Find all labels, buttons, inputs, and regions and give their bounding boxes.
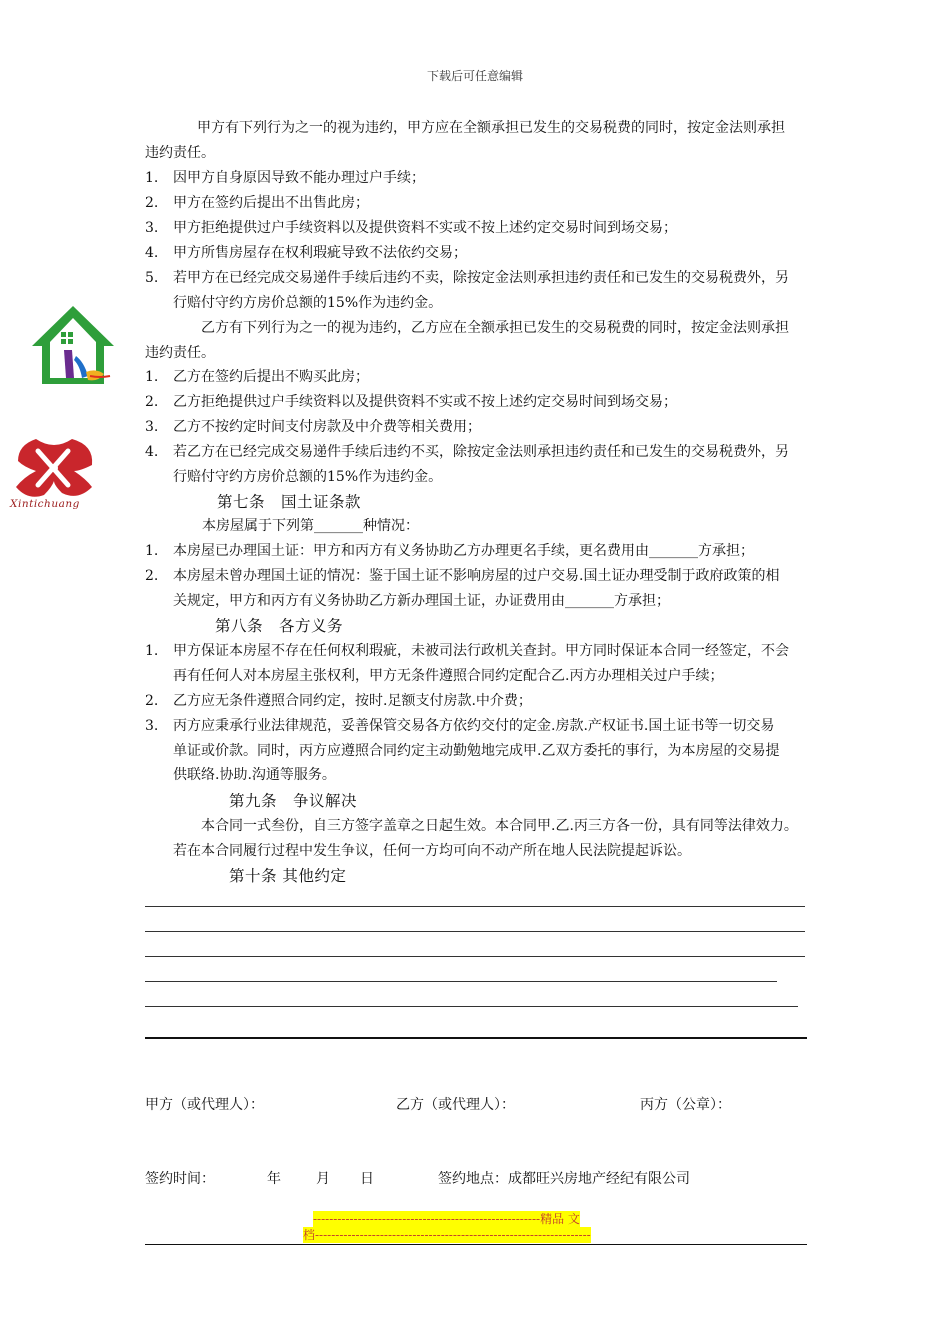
page-header: 下载后可任意编辑 (426, 69, 523, 83)
list-item-number: 3. (145, 220, 159, 236)
list-item-number: 3. (145, 718, 159, 734)
list-item-number: 1. (145, 643, 159, 659)
blank-line (145, 1006, 798, 1007)
list-item: 若甲方在已经完成交易递件手续后违约不卖，除按定金法则承担违约责任和已发生的交易税费外，另 (173, 270, 789, 286)
list-item: 乙方在签约后提出不购买此房； (173, 369, 369, 385)
list-item-number: 1. (145, 543, 159, 559)
list-item-number: 2. (145, 394, 159, 410)
list-item: 甲方拒绝提供过户手续资料以及提供资料不实或不按上述约定交易时间到场交易； (173, 220, 677, 236)
blank-line (145, 906, 805, 907)
list-item-cont: 行赔付守约方房价总额的15%作为违约金。 (173, 295, 443, 311)
sign-month-label: 月 (316, 1171, 330, 1187)
list-item: 乙方应无条件遵照合同约定，按时.足额支付房款.中介费； (173, 693, 532, 709)
article-9-line2: 若在本合同履行过程中发生争议，任何一方均可向不动产所在地人民法院提起诉讼。 (173, 843, 691, 859)
list-item-number: 5. (145, 270, 159, 286)
article-10-heading: 第十条 其他约定 (229, 867, 347, 885)
sign-year-label: 年 (267, 1171, 281, 1187)
section-divider (145, 1037, 807, 1039)
footer-note-line1: --------------------------------------------------------精品 文 (313, 1212, 580, 1226)
party-a-breach-intro-cont: 违约责任。 (145, 145, 215, 161)
blank-line (145, 956, 805, 957)
list-item-number: 1. (145, 170, 159, 186)
party-b-signature-label: 乙方（或代理人）： (396, 1097, 515, 1113)
list-item: 甲方保证本房屋不存在任何权利瑕疵，未被司法行政机关查封。甲方同时保证本合同一经签定，不会 (173, 643, 789, 659)
sign-day-label: 日 (360, 1171, 374, 1187)
article-8-heading: 第八条 各方义务 (215, 617, 344, 635)
list-item: 乙方拒绝提供过户手续资料以及提供资料不实或不按上述约定交易时间到场交易； (173, 394, 677, 410)
article-7-intro: 本房屋属于下列第_______种情况： (202, 518, 419, 534)
footer-rule (145, 1244, 807, 1245)
party-b-breach-intro-cont: 违约责任。 (145, 345, 215, 361)
sign-place-label: 签约地点：成都旺兴房地产经纪有限公司 (438, 1171, 690, 1187)
list-item-number: 4. (145, 444, 159, 460)
article-9-heading: 第九条 争议解决 (229, 792, 358, 810)
list-item: 丙方应秉承行业法律规范，妥善保管交易各方依约交付的定金.房款.产权证书.国土证书等一切交易 (173, 718, 775, 734)
list-item-number: 1. (145, 369, 159, 385)
house-logo-icon (28, 302, 118, 390)
sign-date-label: 签约时间： (145, 1171, 215, 1187)
list-item-number: 4. (145, 245, 159, 261)
article-7-heading: 第七条 国土证条款 (217, 493, 362, 511)
list-item: 本房屋未曾办理国土证的情况：鉴于国土证不影响房屋的过户交易.国土证办理受制于政府政策的相 (173, 568, 780, 584)
list-item: 乙方不按约定时间支付房款及中介费等相关费用； (173, 419, 481, 435)
party-a-signature-label: 甲方（或代理人）： (145, 1097, 264, 1113)
list-item: 本房屋已办理国土证：甲方和丙方有义务协助乙方办理更名手续，更名费用由_______方承担； (173, 543, 754, 559)
footer-note-line2: 档-------------------------------------------------------------------- (303, 1228, 591, 1242)
party-a-breach-intro: 甲方有下列行为之一的视为违约，甲方应在全额承担已发生的交易税费的同时，按定金法则承担 (197, 120, 785, 136)
party-c-signature-label: 丙方（公章）： (640, 1097, 731, 1113)
list-item-cont: 单证或价款。同时，丙方应遵照合同约定主动勤勉地完成甲.乙双方委托的事行，为本房屋的交易提 (173, 743, 780, 759)
list-item: 甲方在签约后提出不出售此房； (173, 195, 369, 211)
list-item: 若乙方在已经完成交易递件手续后违约不买，除按定金法则承担违约责任和已发生的交易税费外，另 (173, 444, 789, 460)
party-b-breach-intro: 乙方有下列行为之一的视为违约，乙方应在全额承担已发生的交易税费的同时，按定金法则承担 (201, 320, 789, 336)
list-item-cont: 关规定，甲方和丙方有义务协助乙方新办理国土证，办证费用由_______方承担； (173, 593, 670, 609)
list-item: 甲方所售房屋存在权利瑕疵导致不法依约交易； (173, 245, 467, 261)
article-9-line1: 本合同一式叁份，自三方签字盖章之日起生效。本合同甲.乙.丙三方各一份，具有同等法律效力。 (201, 818, 798, 834)
list-item-cont: 供联络.协助.沟通等服务。 (173, 767, 336, 783)
list-item-number: 2. (145, 568, 159, 584)
list-item-cont: 再有任何人对本房屋主张权利，甲方无条件遵照合同约定配合乙.丙方办理相关过户手续； (173, 668, 724, 684)
list-item: 因甲方自身原因导致不能办理过户手续； (173, 170, 425, 186)
list-item-number: 2. (145, 195, 159, 211)
list-item-number: 3. (145, 419, 159, 435)
list-item-cont: 行赔付守约方房价总额的15%作为违约金。 (173, 469, 443, 485)
brand-logo-text: Xintichuang (10, 498, 80, 510)
blank-line (145, 931, 805, 932)
blank-line (145, 981, 777, 982)
list-item-number: 2. (145, 693, 159, 709)
